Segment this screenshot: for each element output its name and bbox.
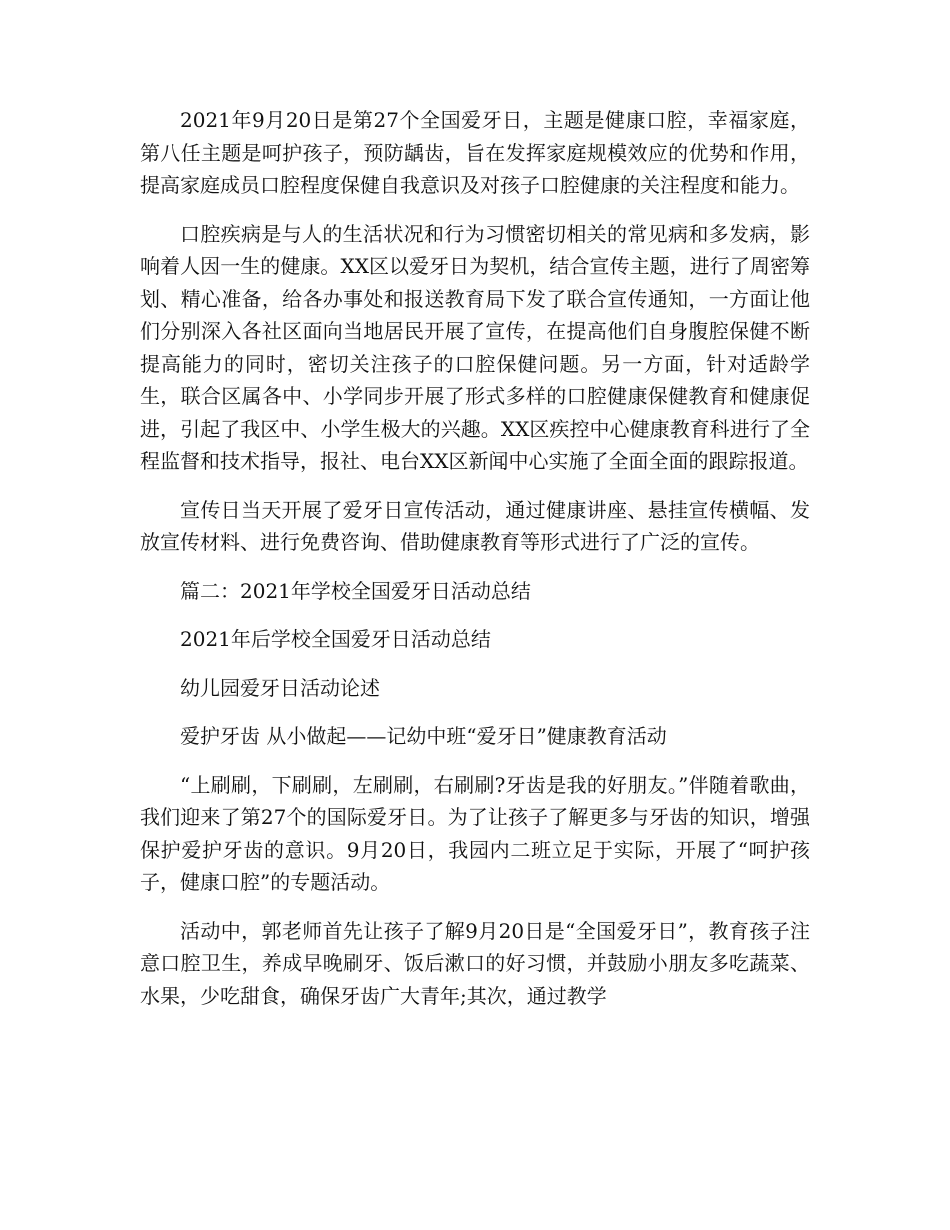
- paragraph-2: 口腔疾病是与人的生活状况和行为习惯密切相关的常见病和多发病，影响着人因一生的健康。XX区以爱牙日为契机，结合宣传主题，进行了周密筹划、精心准备，给各办事处和报送教育局下发了联合宣传通知，一方面让他们分别深入各社区面向当地居民开展了宣传，在提高他们自身腹腔保健不断提高能力的同时，密切关注孩子的口腔保健问题。另一方面，针对适龄学生，联合区属各中、小学同步开展了形式多样的口腔健康保健教育和健康促进，引起了我区中、小学生极大的兴趣。XX区疾控中心健康教育科进行了全程监督和技术指导，报社、电台XX区新闻中心实施了全面全面的跟踪报道。: [140, 221, 810, 473]
- section-subtitle: 2021年后学校全国爱牙日活动总结: [180, 627, 491, 651]
- paragraph-5: 活动中，郭老师首先让孩子了解9月20日是“全国爱牙日”，教育孩子注意口腔卫生，养成早晚刷牙、饭后漱口的好习惯，并鼓励小朋友多吃蔬菜、水果，少吃甜食，确保牙齿广大青年;其次，通过教学: [140, 918, 810, 1008]
- section-title: 篇二：2021年学校全国爱牙日活动总结: [180, 578, 531, 603]
- paragraph-1: 2021年9月20日是第27个全国爱牙日，主题是健康口腔，幸福家庭，第八任主题是呵护孩子，预防龋齿，旨在发挥家庭规模效应的优势和作用，提高家庭成员口腔程度保健自我意识及对孩子口腔健康的关注程度和能力。: [140, 108, 810, 197]
- article-subtitle: 爱护牙齿 从小做起——记幼中班“爱牙日”健康教育活动: [180, 724, 667, 748]
- paragraph-4: “上刷刷，下刷刷，左刷刷，右刷刷?牙齿是我的好朋友。”伴随着歌曲，我们迎来了第27个的国际爱牙日。为了让孩子了解更多与牙齿的知识，增强保护爱护牙齿的意识。9月20日，我园内二班立足于实际，开展了“呵护孩子，健康口腔”的专题活动。: [140, 772, 810, 894]
- paragraph-3: 宣传日当天开展了爱牙日宣传活动，通过健康讲座、悬挂宣传横幅、发放宣传材料、进行免费咨询、借助健康教育等形式进行了广泛的宣传。: [140, 497, 810, 554]
- article-title: 幼儿园爱牙日活动论述: [180, 675, 380, 700]
